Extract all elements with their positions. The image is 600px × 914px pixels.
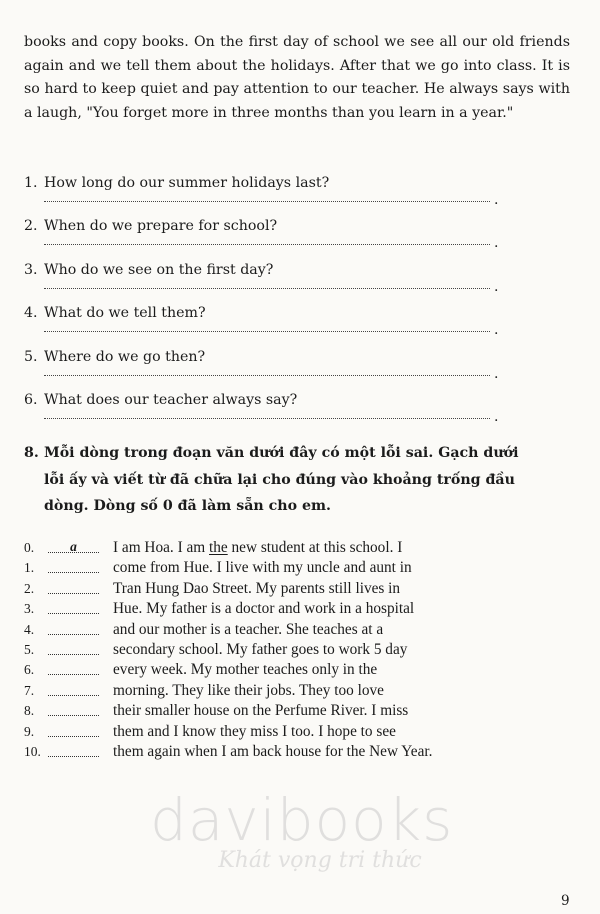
exercise-line — [24, 701, 584, 721]
correction-blank[interactable] — [48, 640, 99, 655]
watermark-tagline: Khát vọng tri thức — [218, 848, 422, 873]
line-number: 4. — [24, 621, 35, 637]
question-number: 4. — [24, 305, 38, 322]
question-text: What does our teacher always say? — [44, 391, 298, 408]
question-item — [24, 303, 584, 346]
heading-line: dòng. Dòng số 0 đã làm sẵn cho em. — [44, 498, 331, 514]
correction-blank[interactable] — [48, 558, 99, 573]
line-text: them and I know they miss I too. I hope to see — [113, 722, 396, 740]
exercise-line — [24, 681, 584, 701]
correction-blank[interactable] — [48, 599, 99, 614]
line-number: 8. — [24, 703, 35, 719]
line-text: come from Hue. I live with my uncle and aunt in — [113, 559, 412, 577]
exercise-line — [24, 660, 584, 680]
answer-end-dot: . — [494, 278, 499, 295]
exercise-line — [24, 640, 584, 660]
question-text: When do we prepare for school? — [44, 218, 278, 235]
line-text: them again when I am back house for the New Year. — [113, 742, 433, 760]
line-number: 0. — [24, 540, 35, 555]
line-number: 9. — [24, 723, 35, 739]
answer-end-dot: . — [494, 192, 499, 208]
comprehension-questions — [24, 173, 584, 433]
exercise-line — [24, 579, 584, 599]
exercise-line — [24, 599, 584, 619]
question-item — [24, 216, 584, 259]
answer-line[interactable] — [44, 288, 490, 289]
question-number: 5. — [24, 348, 38, 365]
watermark-logo: davibooks — [150, 786, 454, 854]
line-text: new student at this school. I — [227, 539, 403, 556]
line-text: Hue. My father is a doctor and work in a hospital — [113, 600, 415, 618]
line-text: Tran Hung Dao Street. My parents still lives in — [113, 579, 401, 597]
example-line — [24, 538, 584, 558]
line-text: I am Hoa. I am — [113, 539, 209, 556]
exercise-heading — [24, 440, 576, 520]
watermark — [150, 786, 454, 873]
correction-blank[interactable] — [48, 722, 99, 737]
heading-line: lỗi ấy và viết từ đã chữa lại cho đúng vào khoảng trống đầu — [44, 471, 515, 488]
question-text: How long do our summer holidays last? — [44, 175, 330, 191]
line-number: 7. — [24, 682, 35, 698]
correction-blank[interactable] — [48, 579, 99, 594]
exercise-line — [24, 558, 584, 578]
underlined-error: the — [209, 539, 228, 556]
answer-line[interactable] — [44, 375, 490, 376]
heading-line: Mỗi dòng trong đoạn văn dưới đây có một lỗi sai. Gạch dưới — [44, 445, 519, 461]
question-number: 6. — [24, 391, 38, 408]
answer-line[interactable] — [44, 331, 490, 332]
answer-line[interactable] — [44, 418, 490, 419]
correction-blank[interactable] — [48, 742, 99, 757]
correction-blank[interactable] — [48, 660, 99, 675]
correction-blank[interactable] — [48, 681, 99, 696]
page-number: 9 — [561, 893, 570, 909]
answer-end-dot: . — [494, 365, 499, 382]
line-text: and our mother is a teacher. She teaches at a — [113, 620, 384, 638]
example-answer: a — [48, 538, 99, 553]
answer-end-dot: . — [494, 408, 499, 425]
line-number: 10. — [24, 743, 41, 759]
line-number: 2. — [24, 580, 35, 596]
exercise-line — [24, 742, 584, 762]
question-number: 1. — [24, 175, 38, 191]
line-number: 6. — [24, 662, 35, 678]
answer-line[interactable] — [44, 244, 490, 245]
exercise-line — [24, 722, 584, 742]
line-text: every week. My mother teaches only in the — [113, 661, 378, 679]
question-number: 3. — [24, 261, 38, 278]
question-text: Who do we see on the first day? — [44, 261, 274, 278]
exercise-number: 8. — [24, 445, 39, 461]
question-item — [24, 173, 584, 216]
reading-passage: books and copy books. On the first day of school we see all our old friends again and we tell them about the holidays. After that we go into class. It is so hard to keep quiet and pay attention to our teacher. He always says with a laugh, "You forget more in three months than you learn in a year." — [24, 34, 570, 121]
question-text: What do we tell them? — [44, 305, 206, 322]
answer-end-dot: . — [494, 322, 499, 339]
correction-blank[interactable] — [48, 701, 99, 716]
question-item — [24, 260, 584, 303]
line-text: morning. They like their jobs. They too love — [113, 681, 384, 699]
line-text: secondary school. My father goes to work 5 day — [113, 640, 408, 658]
line-number: 1. — [24, 560, 35, 576]
line-text: their smaller house on the Perfume River. I miss — [113, 702, 409, 720]
line-number: 5. — [24, 641, 35, 657]
line-number: 3. — [24, 601, 35, 617]
question-text: Where do we go then? — [44, 348, 206, 365]
question-number: 2. — [24, 218, 38, 235]
question-item — [24, 347, 584, 390]
answer-end-dot: . — [494, 235, 499, 252]
question-item — [24, 390, 584, 433]
answer-line[interactable] — [44, 201, 490, 202]
correction-blank[interactable] — [48, 620, 99, 635]
exercise-line — [24, 620, 584, 640]
error-correction-lines — [24, 538, 584, 762]
